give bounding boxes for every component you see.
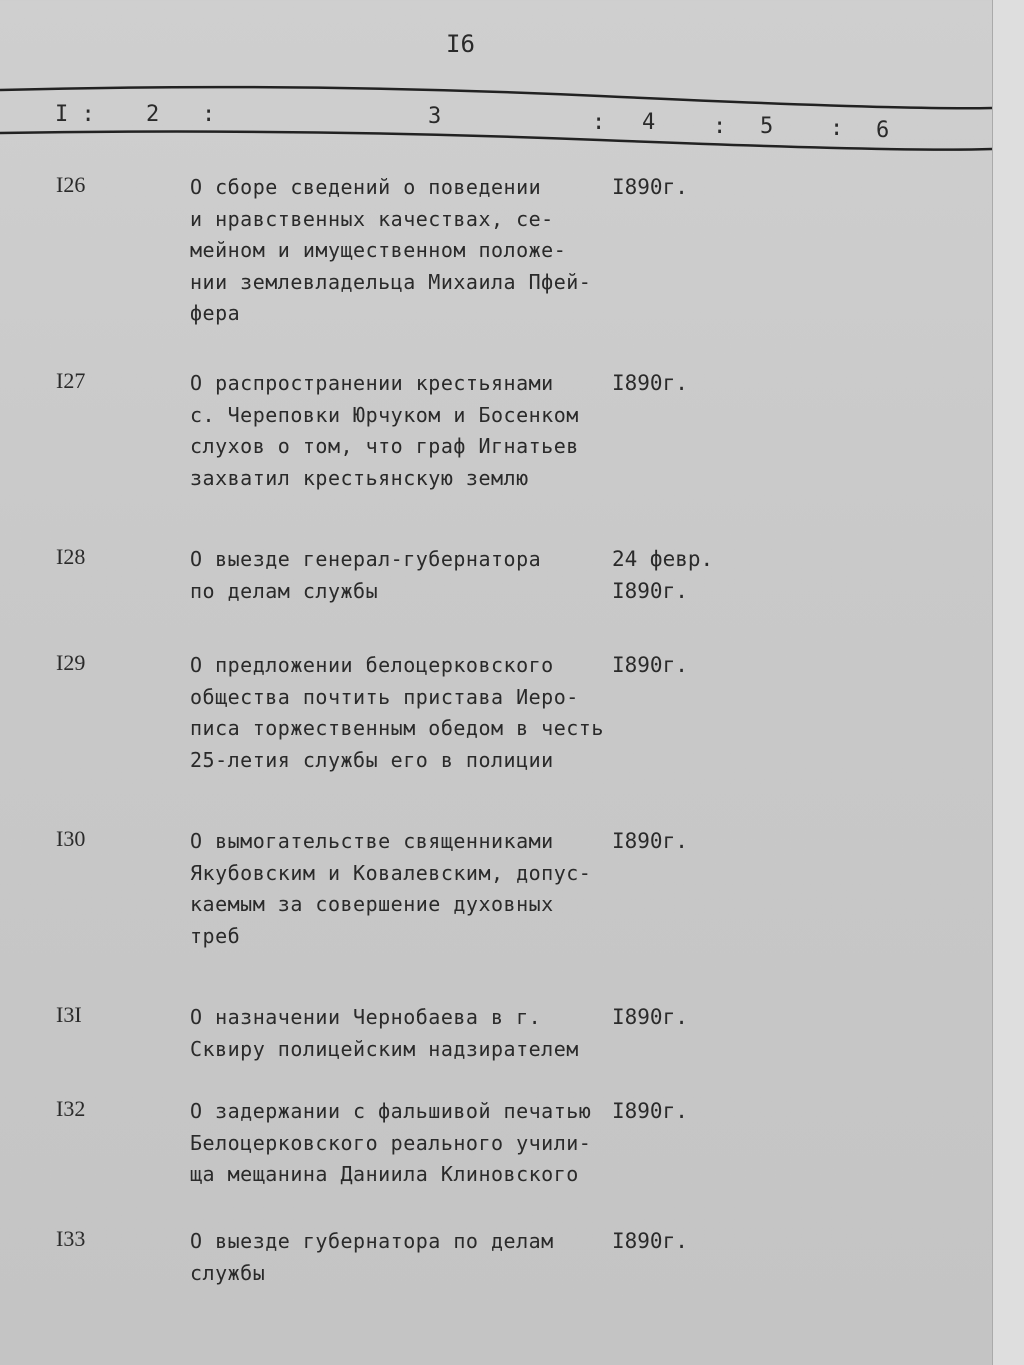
entry-title-line: О сборе сведений о поведении bbox=[190, 175, 542, 199]
entry-title-line: и нравственных качествах, се- bbox=[190, 206, 554, 231]
entry-date-line: 24 февр. bbox=[612, 547, 714, 571]
entry-title-line: треб bbox=[190, 923, 241, 948]
col-header-1: I : bbox=[55, 102, 95, 127]
page-number: I6 bbox=[446, 30, 475, 58]
entry-date bbox=[612, 544, 713, 607]
entry-title-line: службы bbox=[190, 1260, 266, 1285]
entry-title-line: нии землевладельца Михаила Пфей- bbox=[190, 269, 592, 294]
col-separator: : bbox=[830, 116, 844, 141]
entry-title-line: фера bbox=[190, 301, 241, 325]
entry-title-line: О задержании с фальшивой печатью bbox=[190, 1099, 592, 1123]
entry-title-line: с. Череповки Юрчуком и Босенком bbox=[190, 402, 579, 427]
entry-date-line: I890г. bbox=[612, 653, 688, 677]
col-separator: : bbox=[592, 110, 606, 135]
entry-date bbox=[612, 368, 688, 400]
entry-date bbox=[612, 172, 688, 204]
entry-date bbox=[612, 650, 688, 682]
col-header-5: 5 bbox=[760, 114, 774, 139]
entry-title bbox=[190, 1096, 591, 1191]
entry-title-line: О вымогательстве священниками bbox=[190, 829, 554, 853]
entry-date bbox=[612, 1002, 688, 1034]
header-rules bbox=[0, 0, 1024, 200]
entry-number: I26 bbox=[56, 172, 86, 197]
entry-title-line: общества почтить пристава Иеро- bbox=[190, 684, 579, 709]
entry-title bbox=[190, 650, 604, 776]
entry-title-line: по делам службы bbox=[190, 578, 379, 603]
entry-date-line: I890г. bbox=[612, 829, 688, 853]
entry-number: I3I bbox=[56, 1002, 82, 1027]
entry-date-line: I890г. bbox=[612, 175, 688, 199]
col-header-2: 2 bbox=[146, 102, 160, 127]
entry-title-line: мейном и имущественном положе- bbox=[190, 238, 567, 262]
entry-title-line: Белоцерковского реального учили- bbox=[190, 1130, 592, 1155]
entry-date bbox=[612, 826, 688, 858]
entry-date bbox=[612, 1226, 688, 1258]
entry-title bbox=[190, 826, 591, 952]
entry-title-line: О распространении крестьянами bbox=[190, 371, 554, 395]
page-edge bbox=[992, 0, 1024, 1365]
entry-title-line: О выезде генерал-губернатора bbox=[190, 547, 542, 571]
entry-title-line: ща мещанина Даниила Клиновского bbox=[190, 1162, 579, 1186]
entry-title bbox=[190, 1002, 579, 1065]
entry-title-line: захватил крестьянскую землю bbox=[190, 465, 529, 490]
entry-title-line: О предложении белоцерковского bbox=[190, 653, 554, 677]
entry-number: I29 bbox=[56, 650, 86, 675]
entry-title-line: О назначении Чернобаева в г. bbox=[190, 1005, 542, 1029]
entry-number: I32 bbox=[56, 1096, 86, 1121]
entry-title-line: 25-летия службы его в полиции bbox=[190, 747, 554, 772]
entry-date-line: I890г. bbox=[612, 371, 688, 395]
entry-date-line: I890г. bbox=[612, 1229, 688, 1253]
entry-title-line: каемым за совершение духовных bbox=[190, 892, 554, 916]
entry-number: I28 bbox=[56, 544, 86, 569]
entry-title bbox=[190, 368, 579, 494]
col-header-3: 3 bbox=[428, 104, 442, 129]
entry-number: I27 bbox=[56, 368, 86, 393]
entry-title bbox=[190, 544, 541, 607]
col-header-6: 6 bbox=[876, 118, 890, 143]
entry-title-line: писа торжественным обедом в честь bbox=[190, 716, 604, 740]
entry-title bbox=[190, 1226, 554, 1289]
entry-title-line: О выезде губернатора по делам bbox=[190, 1229, 554, 1253]
col-separator: : bbox=[202, 102, 216, 127]
entry-title-line: слухов о том, что граф Игнатьев bbox=[190, 434, 579, 458]
col-separator: : bbox=[713, 114, 727, 139]
entry-date-line: I890г. bbox=[612, 1005, 688, 1029]
col-header-4: 4 bbox=[642, 110, 656, 135]
entry-date bbox=[612, 1096, 688, 1128]
entry-title bbox=[190, 172, 591, 330]
entry-number: I30 bbox=[56, 826, 86, 851]
entry-title-line: Сквиру полицейским надзирателем bbox=[190, 1036, 579, 1061]
entry-number: I33 bbox=[56, 1226, 86, 1251]
entry-date-line: I890г. bbox=[612, 1099, 688, 1123]
entry-date-line: I890г. bbox=[612, 578, 688, 603]
entry-title-line: Якубовским и Ковалевским, допус- bbox=[190, 860, 592, 885]
